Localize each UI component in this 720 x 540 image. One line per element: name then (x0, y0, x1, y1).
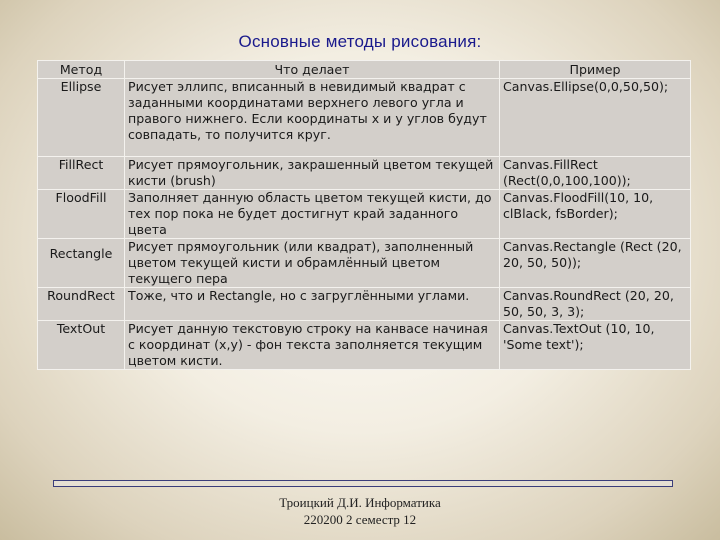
method-example: Canvas.FillRect (Rect(0,0,100,100)); (500, 157, 691, 190)
method-example: Canvas.Ellipse(0,0,50,50); (500, 79, 691, 157)
method-name: Ellipse (38, 79, 125, 157)
page-title: Основные методы рисования: (238, 32, 482, 51)
header-description: Что делает (125, 61, 500, 79)
method-example: Canvas.RoundRect (20, 20, 50, 50, 3, 3); (500, 288, 691, 321)
method-name: TextOut (38, 321, 125, 370)
method-name: Rectangle (38, 239, 125, 288)
method-example: Canvas.TextOut (10, 10, 'Some text'); (500, 321, 691, 370)
method-example: Canvas.FloodFill(10, 10, clBlack, fsBorder); (500, 190, 691, 239)
method-description: Рисует прямоугольник, закрашенный цветом текущей кисти (brush) (125, 157, 500, 190)
header-method: Метод (38, 61, 125, 79)
footer-divider (53, 480, 673, 487)
methods-table (37, 60, 691, 370)
table-row (38, 321, 691, 370)
table-row (38, 79, 691, 157)
method-description: Заполняет данную область цветом текущей кисти, до тех пор пока не будет достигнут край заданного цвета (125, 190, 500, 239)
footer (0, 494, 720, 528)
method-description: Тоже, что и Rectangle, но с загруглёнными углами. (125, 288, 500, 321)
table-row (38, 190, 691, 239)
table-row (38, 157, 691, 190)
method-description: Рисует эллипс, вписанный в невидимый квадрат с заданными координатами верхнего левого угла и правого нижнего. Если координаты x и y углов будут совпадать, то получится круг. (125, 79, 500, 157)
table-row (38, 239, 691, 288)
header-example: Пример (500, 61, 691, 79)
table-row (38, 288, 691, 321)
method-example: Canvas.Rectangle (Rect (20, 20, 50, 50)); (500, 239, 691, 288)
method-name: RoundRect (38, 288, 125, 321)
method-name: FloodFill (38, 190, 125, 239)
method-description: Рисует данную текстовую строку на канвасе начиная с координат (x,y) - фон текста заполняется текущим цветом кисти. (125, 321, 500, 370)
footer-course: 220200 2 семестр 12 (303, 512, 417, 527)
method-description: Рисует прямоугольник (или квадрат), заполненный цветом текущей кисти и обрамлённый цветом текущего пера (125, 239, 500, 288)
method-name: FillRect (38, 157, 125, 190)
footer-author: Троицкий Д.И. Информатика (279, 495, 441, 510)
table-header-row (38, 61, 691, 79)
